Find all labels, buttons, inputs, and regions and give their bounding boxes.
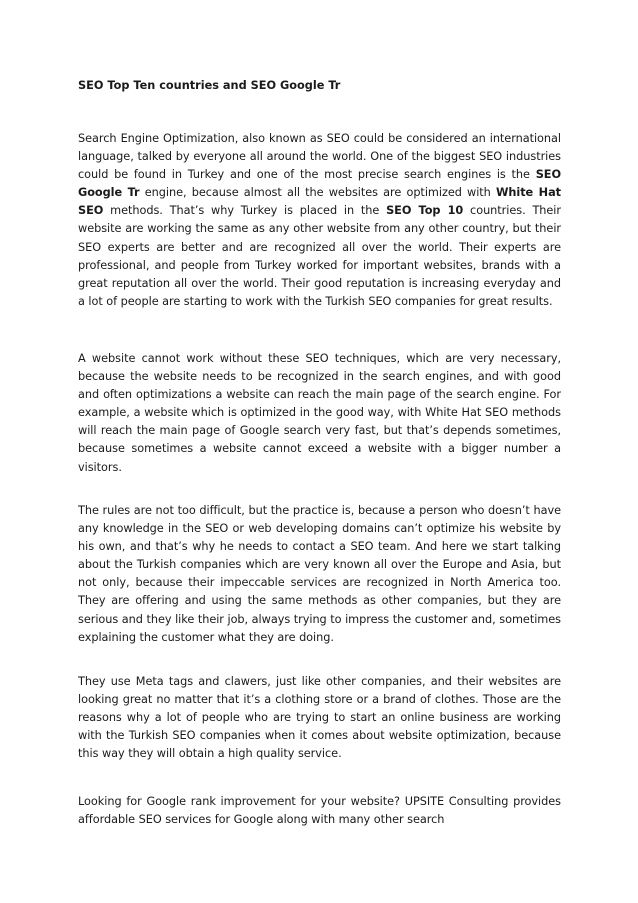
paragraph-1-text-a: Search Engine Optimization, also known as SEO could be considered an international language, talked by everyone all around the world. One of the biggest SEO industries could be found in Turkey and one of the most precise search engines is the	[78, 132, 561, 182]
keyword-seo-google-tr: SEO Google Tr	[78, 168, 561, 200]
document-title: SEO Top Ten countries and SEO Google Tr	[78, 79, 341, 92]
keyword-seo-top-10: SEO Top 10	[386, 204, 464, 218]
paragraph-5: Looking for Google rank improvement for your website? UPSITE Consulting provides affordable SEO services for Google along with many other search	[78, 795, 561, 827]
keyword-white-hat-seo: White Hat SEO	[78, 186, 562, 218]
paragraph-2: A website cannot work without these SEO techniques, which are very necessary, because the website needs to be recognized in the search engines, and with good and often optimizations a website can reach the main page of the search engine. For example, a website which is optimized in the good way, with White Hat SEO methods will reach the main page of Google search very fast, but that’s depends sometimes, because sometimes a website cannot exceed a website with a bigger number a visitors.	[78, 352, 561, 474]
paragraph-1	[78, 130, 561, 311]
paragraph-3: The rules are not too difficult, but the practice is, because a person who doesn’t have any knowledge in the SEO or web developing domains can’t optimize his website by his own, and that’s why he needs to contact a SEO team. And here we start talking about the Turkish companies which are very known all over the Europe and Asia, but not only, because their impeccable services are recognized in North America too. They are offering and using the same methods as other companies, but they are serious and they like their job, always trying to impress the customer and, sometimes explaining the customer what they are doing.	[78, 504, 561, 644]
paragraph-1-text-d: countries. Their website are working the same as any other website from any other country, but their SEO experts are better and are recognized all over the world. Their experts are professional, and people from Turkey worked for important websites, brands with a great reputation all over the world. Their good reputation is increasing everyday and a lot of people are starting to work with the Turkish SEO companies for great results.	[78, 204, 561, 308]
paragraph-1-text-b: engine, because almost all the websites are optimized with	[139, 186, 496, 200]
paragraph-4: They use Meta tags and clawers, just like other companies, and their websites are looking great no matter that it’s a clothing store or a brand of clothes. Those are the reasons why a lot of people who are trying to start an online business are working with the Turkish SEO companies when it comes about website optimization, because this way they will obtain a high quality service.	[78, 675, 561, 761]
paragraph-1-text-c: methods. That’s why Turkey is placed in the	[103, 204, 387, 218]
